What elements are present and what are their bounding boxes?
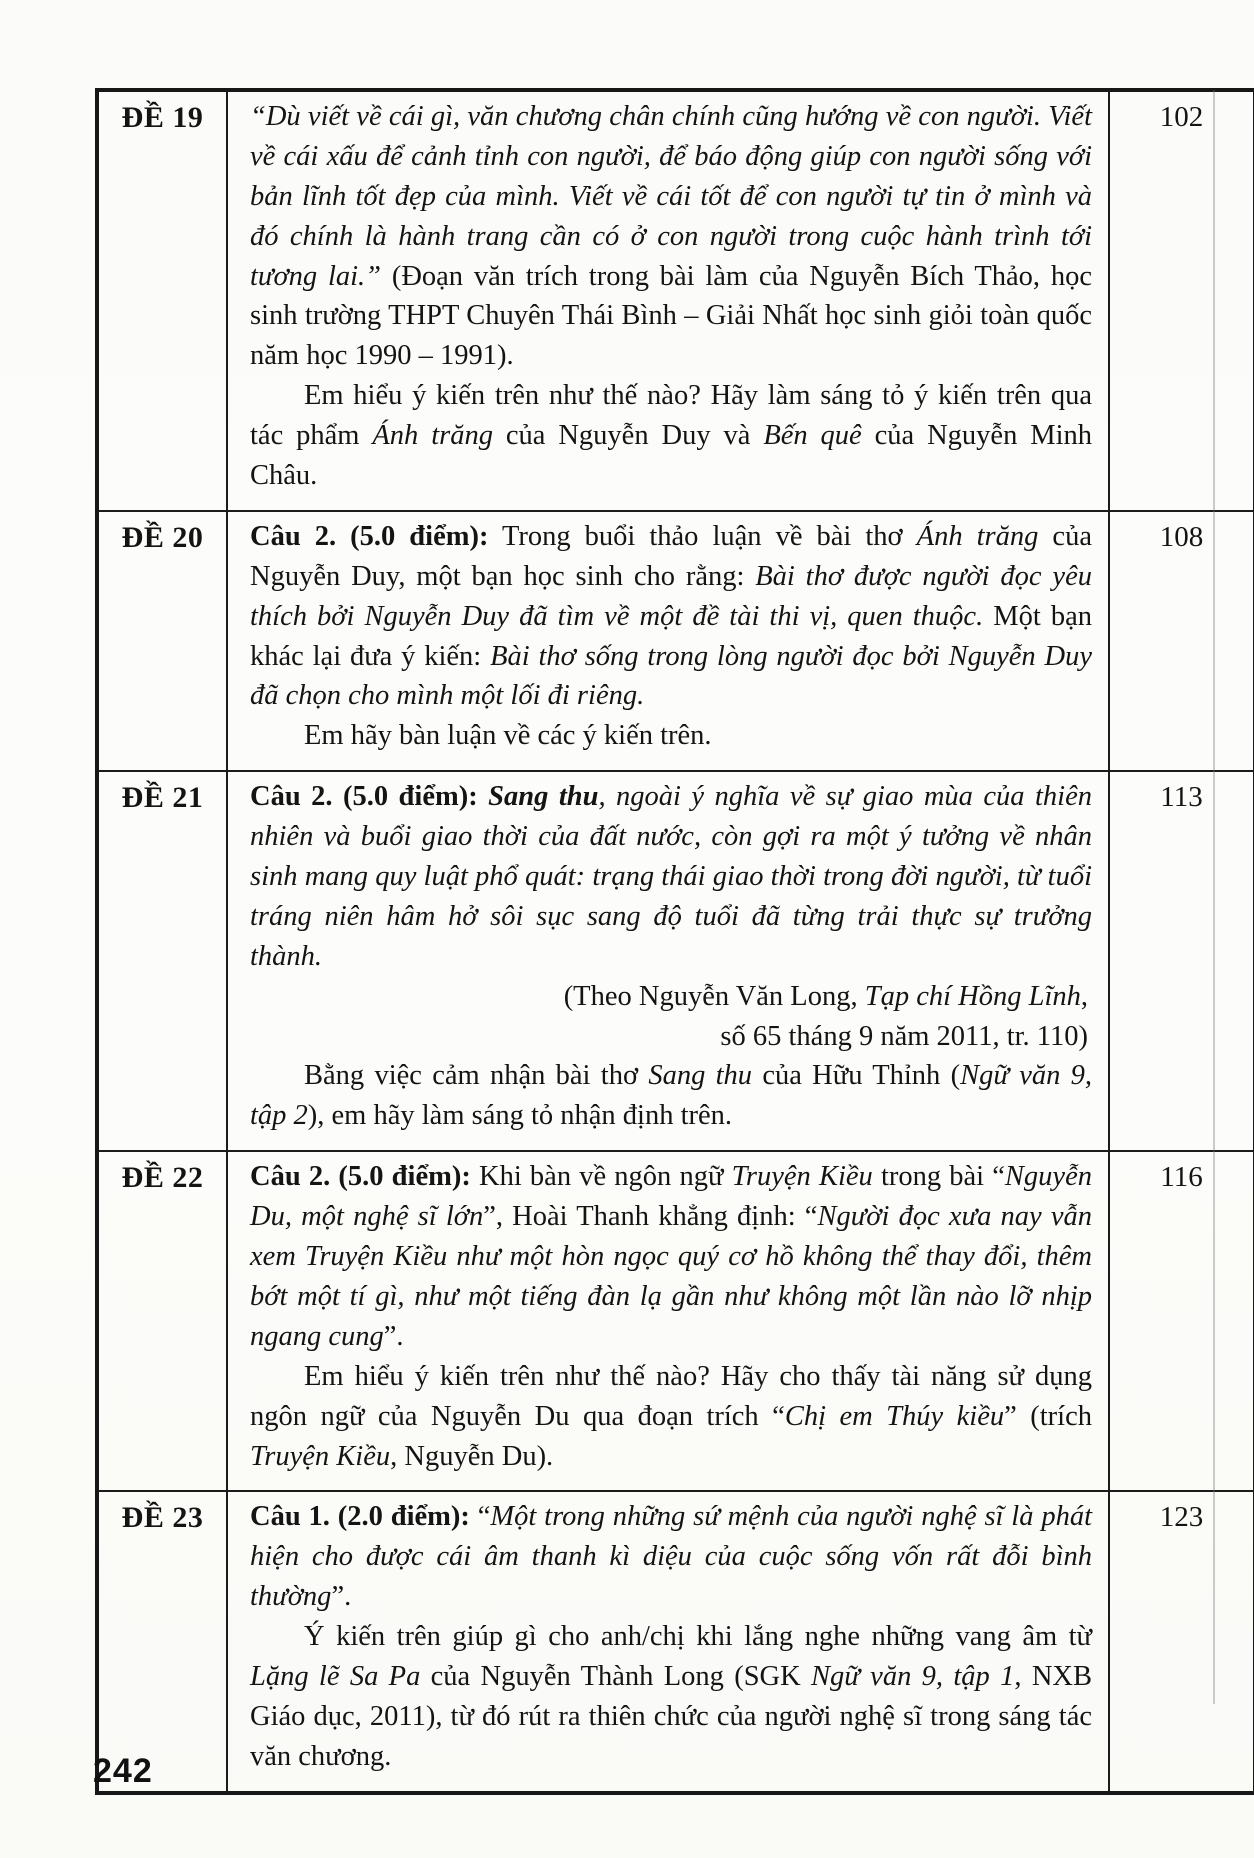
text-segment: Trong buổi thảo luận về bài thơ <box>488 520 917 552</box>
text-segment: , Nguyễn Du). <box>390 1440 554 1472</box>
text-segment: ), em hãy làm sáng tỏ nhận định trên. <box>307 1100 733 1132</box>
text-segment: trong bài “ <box>872 1161 1005 1193</box>
text-segment: Bằng việc cảm nhận bài thơ <box>304 1060 649 1092</box>
paragraph <box>250 1056 1092 1136</box>
paragraph <box>250 1017 1092 1057</box>
text-segment: (Đoạn văn trích trong bài làm của Nguyễn Bích Thảo, học sinh trường THPT Chuyên Thái Bình – Giải Nhất học sinh giỏi toàn quốc năm học 1990 – 1991). <box>250 260 1092 372</box>
paragraph <box>250 97 1092 376</box>
text-segment: Sang thu <box>648 1060 753 1092</box>
text-segment: của Hữu Thỉnh ( <box>752 1060 961 1092</box>
text-segment: ”. <box>383 1320 404 1352</box>
text-segment: ” (trích <box>1004 1400 1092 1432</box>
text-segment: Câu 2. (5.0 điểm): <box>250 781 489 813</box>
paragraph <box>250 1157 1092 1356</box>
text-segment: Em hiểu ý kiến trên như thế nào? Hãy làm sáng tỏ ý kiến trên qua tác phẩm <box>250 380 1092 452</box>
text-segment: Truyện Kiều <box>731 1161 873 1193</box>
text-segment: Ý kiến trên giúp gì cho anh/chị khi lắng nghe những vang âm từ <box>304 1621 1092 1653</box>
text-segment: ”. <box>331 1581 352 1613</box>
exam-page-number: 113 <box>1109 771 1254 1151</box>
exam-label: ĐỀ 21 <box>97 771 227 1151</box>
text-segment: Em hãy bàn luận về các ý kiến trên. <box>304 720 712 752</box>
paragraph <box>250 1357 1092 1477</box>
text-segment: , NXB Giáo dục, 2011), từ đó rút ra thiên chức của người nghệ sĩ trong sáng tác văn chương. <box>250 1660 1093 1772</box>
paragraph <box>250 777 1092 976</box>
text-segment: Bài thơ sống trong lòng người đọc bởi Nguyễn Duy đã chọn cho mình một lối đi riêng. <box>250 640 1092 712</box>
text-segment: Bến quê <box>763 420 862 452</box>
text-segment: Ngữ văn 9, tập 2 <box>250 1060 1093 1132</box>
text-segment: “ <box>469 1501 491 1533</box>
paragraph <box>250 716 1092 756</box>
text-segment: Truyện Kiều <box>250 1440 391 1472</box>
text-segment: Bài thơ được người đọc yêu thích bởi Nguyễn Duy đã tìm về một đề tài thi vị, quen thuộc. <box>250 560 1092 632</box>
exam-page-number: 108 <box>1109 511 1254 771</box>
exam-description <box>227 1491 1109 1792</box>
text-segment: của Nguyễn Minh Châu. <box>250 420 1092 492</box>
paragraph <box>250 1617 1092 1777</box>
text-segment: Câu 2. (5.0 điểm): <box>250 1161 471 1193</box>
exam-page-number: 116 <box>1109 1151 1254 1491</box>
text-segment: Lặng lẽ Sa Pa <box>250 1660 421 1692</box>
text-segment: Câu 1. (2.0 điểm): <box>250 1501 470 1533</box>
exam-row <box>97 1151 1254 1491</box>
exam-label: ĐỀ 22 <box>97 1151 227 1491</box>
text-segment: , ngoài ý nghĩa về sự giao mùa của thiên nhiên và buổi giao thời của đất nước, còn gợi ra một ý tưởng về nhân sinh mang quy luật phổ quát: trạng thái giao thời trong đời người, từ tuổi tráng niên hâm hở sôi sục sang độ tuổi đã từng trải thực sự trưởng thành. <box>250 781 1092 972</box>
text-segment: Ngữ văn 9, tập 1 <box>811 1660 1015 1692</box>
text-segment: Em hiểu ý kiến trên như thế nào? Hãy cho thấy tài năng sử dụng ngôn ngữ của Nguyễn Du qua đoạn trích “ <box>250 1360 1092 1432</box>
text-segment: Nguyễn Du, một nghệ sĩ lớn <box>250 1161 1092 1233</box>
text-segment: của Nguyễn Duy, một bạn học sinh cho rằng: <box>250 520 1092 592</box>
exam-row <box>97 90 1254 511</box>
text-segment: , <box>1080 980 1088 1012</box>
text-segment: Ánh trăng <box>372 420 493 452</box>
exam-description <box>227 1151 1109 1491</box>
text-segment: (Theo Nguyễn Văn Long, <box>563 980 865 1012</box>
exam-row <box>97 1491 1254 1792</box>
exam-row <box>97 771 1254 1151</box>
text-segment: số 65 tháng 9 năm 2011, tr. 110) <box>720 1020 1088 1052</box>
footer-page-number: 242 <box>93 1752 153 1790</box>
exam-label: ĐỀ 19 <box>97 90 227 511</box>
paragraph <box>250 977 1092 1017</box>
exam-page-number: 102 <box>1109 90 1254 511</box>
paragraph <box>250 1497 1092 1617</box>
paragraph <box>250 517 1092 716</box>
exam-description <box>227 511 1109 771</box>
text-segment: Một trong những sứ mệnh của người nghệ sĩ là phát hiện cho được cái âm thanh kì diệu của cuộc sống vốn rất đỗi bình thường <box>250 1501 1092 1613</box>
text-segment: Sang thu <box>488 781 599 813</box>
text-segment: Câu 2. (5.0 điểm): <box>250 520 489 552</box>
exam-index-table-body <box>97 90 1254 1793</box>
text-segment: của Nguyễn Thành Long (SGK <box>420 1660 812 1692</box>
paragraph <box>250 376 1092 496</box>
exam-index-table <box>95 88 1254 1795</box>
text-segment: Tạp chí Hồng Lĩnh <box>864 980 1081 1012</box>
text-segment: Người đọc xưa nay vẫn xem Truyện Kiều như một hòn ngọc quý cơ hồ không thể thay đổi, thêm bớt một tí gì, như một tiếng đàn lạ gần như không một lần nào lỡ nhịp ngang cung <box>250 1201 1093 1352</box>
text-segment: Một bạn khác lại đưa ý kiến: <box>250 600 1092 672</box>
text-segment: ”, Hoài Thanh khẳng định: “ <box>483 1201 818 1233</box>
exam-label: ĐỀ 20 <box>97 511 227 771</box>
exam-label: ĐỀ 23 <box>97 1491 227 1792</box>
text-segment: Khi bàn về ngôn ngữ <box>470 1161 732 1193</box>
exam-description <box>227 771 1109 1151</box>
text-segment: “Dù viết về cái gì, văn chương chân chính cũng hướng về con người. Viết về cái xấu để cảnh tỉnh con người, để báo động giúp con người sống với bản lĩnh tốt đẹp của mình. Viết về cái tốt để con người tự tin ở mình và đó chính là hành trang cần có ở con người trong cuộc hành trình tới tương lai.” <box>250 101 1092 292</box>
exam-page-number: 123 <box>1109 1491 1254 1792</box>
scan-artifact-line <box>1213 90 1215 1704</box>
text-segment: của Nguyễn Duy và <box>492 420 764 452</box>
exam-description <box>227 90 1109 511</box>
text-segment: Chị em Thúy kiều <box>784 1400 1005 1432</box>
text-segment: Ánh trăng <box>916 520 1039 552</box>
exam-row <box>97 511 1254 771</box>
